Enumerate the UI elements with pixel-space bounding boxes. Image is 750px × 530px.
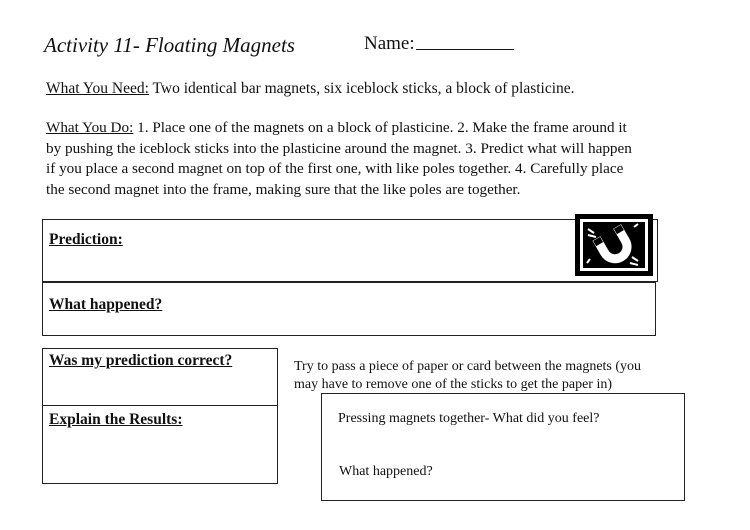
what-you-need-text: Two identical bar magnets, six iceblock sticks, a block of plasticine. (148, 80, 575, 97)
magnet-icon (574, 213, 654, 277)
name-field-line[interactable] (416, 49, 514, 50)
extension-instruction: Try to pass a piece of paper or card between the magnets (you may have to remove one of the sticks to get the paper in) (294, 359, 642, 392)
prediction-correct-label: Was my prediction correct? (49, 352, 233, 369)
name-label: Name: (364, 33, 415, 54)
feel-answer-box[interactable] (321, 393, 685, 501)
what-you-do-text: 1. Place one of the magnets on a block of plasticine. 2. Make the frame around it by pushing the iceblock sticks into the plasticine around the magnet. 3. Predict what will happen if you place a second magnet on top of the first one, with like poles together. 4. Carefully place the second magnet into the frame, making sure that the like poles are together. (46, 119, 632, 198)
feel-question: Pressing magnets together- What did you feel? (338, 411, 600, 426)
what-you-need (46, 80, 726, 98)
prediction-label: Prediction: (49, 231, 123, 248)
extension-what-happened: What happened? (339, 464, 433, 479)
what-you-do-label: What You Do: (46, 119, 134, 136)
box-divider (42, 405, 278, 406)
what-you-do (46, 118, 636, 200)
what-happened-label: What happened? (49, 296, 163, 313)
what-you-need-label: What You Need: (46, 80, 149, 97)
prediction-box[interactable] (42, 219, 658, 282)
page-title: Activity 11- Floating Magnets (44, 33, 295, 57)
explain-results-label: Explain the Results: (49, 411, 183, 428)
